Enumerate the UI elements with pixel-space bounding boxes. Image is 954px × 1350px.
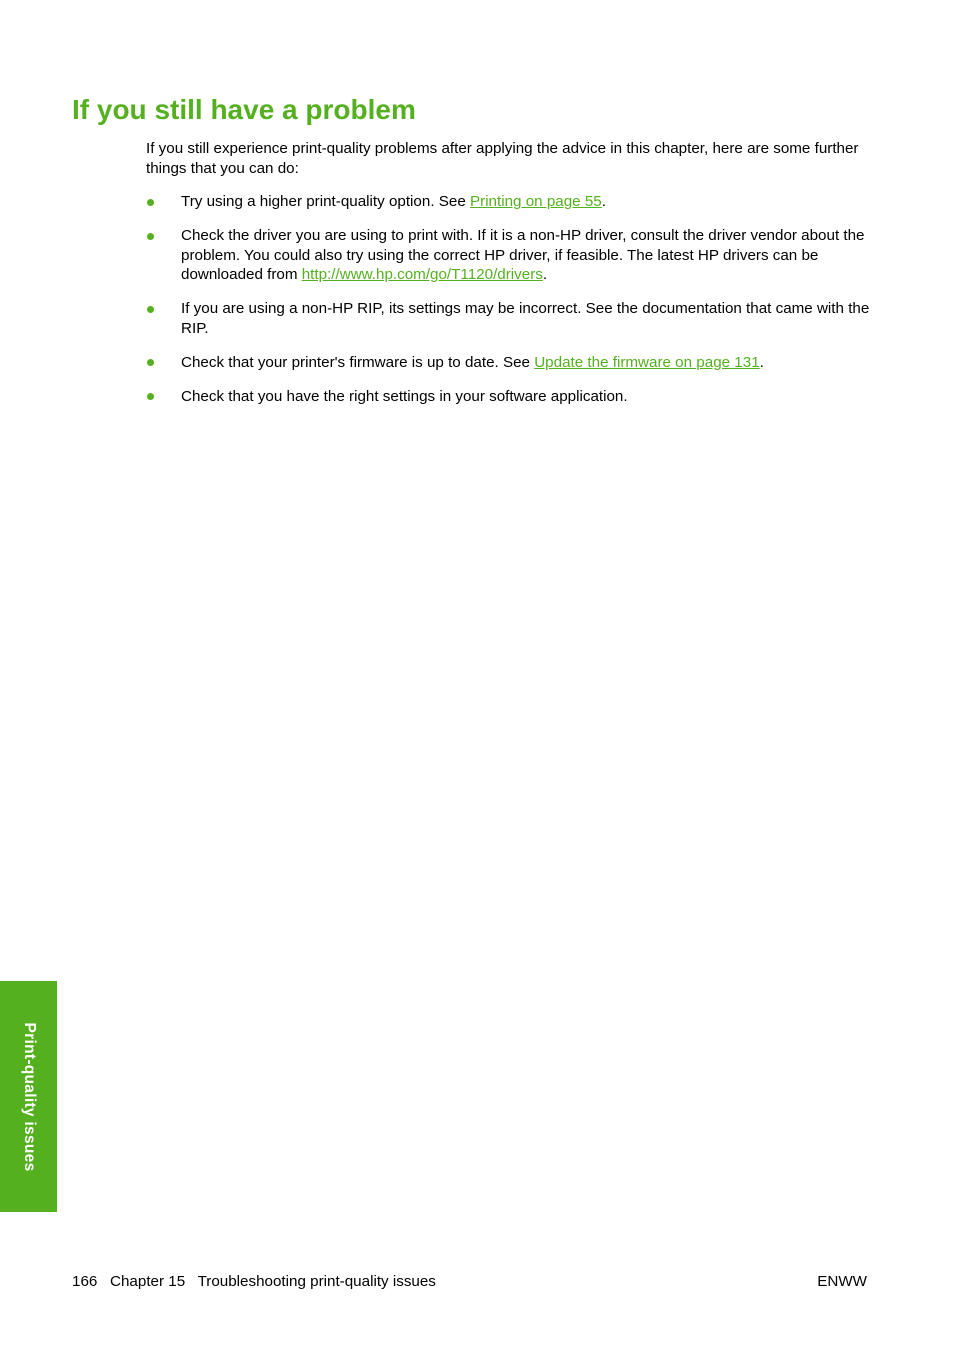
bullet-dot-icon — [147, 199, 154, 206]
printing-page-link[interactable]: Printing on page 55 — [470, 193, 602, 210]
chapter-side-tab — [0, 981, 57, 1212]
bullet-dot-icon — [147, 359, 154, 366]
list-item — [146, 299, 871, 338]
bullet-dot-icon — [147, 306, 154, 313]
list-item-text: . — [759, 353, 764, 371]
bullet-dot-icon — [147, 233, 154, 240]
list-item-text: Check the driver you are using to print with. If it is a non-HP driver, consult the driver vendor about the problem. You could also try using the correct HP driver, if feasible. The latest HP drivers can be downloaded from — [181, 227, 865, 283]
list-item — [146, 192, 871, 212]
drivers-url-link[interactable]: http://www.hp.com/go/T1120/drivers — [301, 266, 543, 283]
footer-chapter-title: Troubleshooting print-quality issues — [197, 1273, 436, 1290]
side-tab-label: Print-quality issues — [20, 1022, 38, 1171]
footer-chapter-info — [72, 1272, 436, 1291]
list-item-text: Check that you have the right settings in your software application. — [181, 387, 628, 405]
update-firmware-link[interactable]: Update the firmware on page 131 — [534, 353, 760, 371]
list-item-text: If you are using a non-HP RIP, its settings may be incorrect. See the documentation that came with the RIP. — [181, 300, 870, 337]
bullet-dot-icon — [147, 393, 154, 400]
page-number: 166 — [72, 1273, 98, 1290]
page-title: If you still have a problem — [72, 94, 416, 125]
list-item-text: . — [542, 266, 548, 283]
list-item — [146, 353, 871, 373]
advice-list — [146, 192, 871, 421]
list-item-text: Check that your printer's firmware is up to date. See — [181, 353, 535, 371]
intro-paragraph: If you still experience print-quality problems after applying the advice in this chapter, here are some further things that you can do: — [146, 140, 859, 177]
list-item — [146, 387, 871, 407]
list-item-text: Try using a higher print-quality option. See — [181, 193, 470, 210]
footer-edition: ENWW — [817, 1273, 867, 1290]
list-item-text: . — [601, 193, 606, 210]
list-item — [146, 226, 871, 285]
footer-chapter: Chapter 15 — [110, 1273, 186, 1290]
